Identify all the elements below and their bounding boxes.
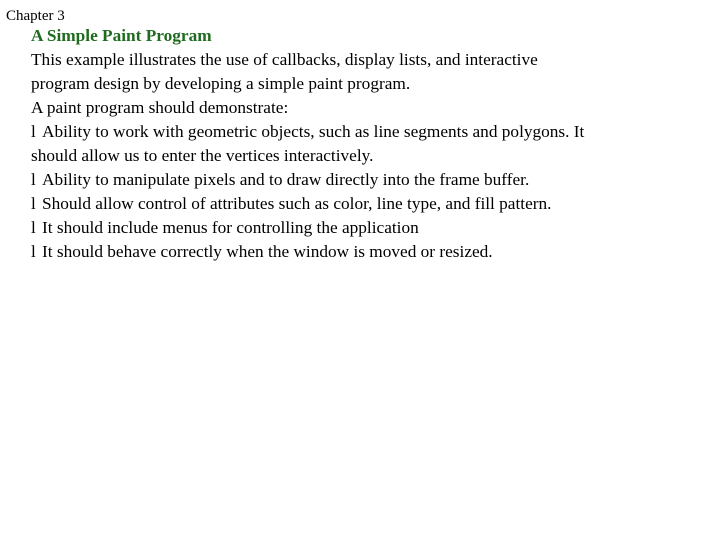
- bullet-text-continued: should allow us to enter the vertices interactively.: [31, 146, 374, 165]
- bullet-text: Should allow control of attributes such as color, line type, and fill pattern.: [42, 194, 552, 213]
- bullet-text: Ability to manipulate pixels and to draw directly into the frame buffer.: [42, 170, 530, 189]
- bullet-marker: l: [31, 242, 36, 261]
- bullet-item: [31, 168, 691, 192]
- bullet-text: Ability to work with geometric objects, such as line segments and polygons. It: [42, 122, 585, 141]
- slide-title: A Simple Paint Program: [31, 26, 212, 45]
- bullet-text: It should include menus for controlling the application: [42, 218, 419, 237]
- chapter-header: Chapter 3: [6, 8, 65, 24]
- bullet-marker: l: [31, 122, 36, 141]
- bullet-marker: l: [31, 218, 36, 237]
- bullet-item: [31, 240, 691, 264]
- bullet-item: [31, 192, 691, 216]
- bullet-marker: l: [31, 194, 36, 213]
- bullet-marker: l: [31, 170, 36, 189]
- bullet-item: [31, 120, 691, 168]
- slide-content: [31, 24, 691, 264]
- intro-line: program design by developing a simple paint program.: [31, 74, 411, 93]
- bullet-item: [31, 216, 691, 240]
- intro-line: A paint program should demonstrate:: [31, 98, 289, 117]
- intro-line: This example illustrates the use of callbacks, display lists, and interactive: [31, 50, 538, 69]
- bullet-text: It should behave correctly when the window is moved or resized.: [42, 242, 493, 261]
